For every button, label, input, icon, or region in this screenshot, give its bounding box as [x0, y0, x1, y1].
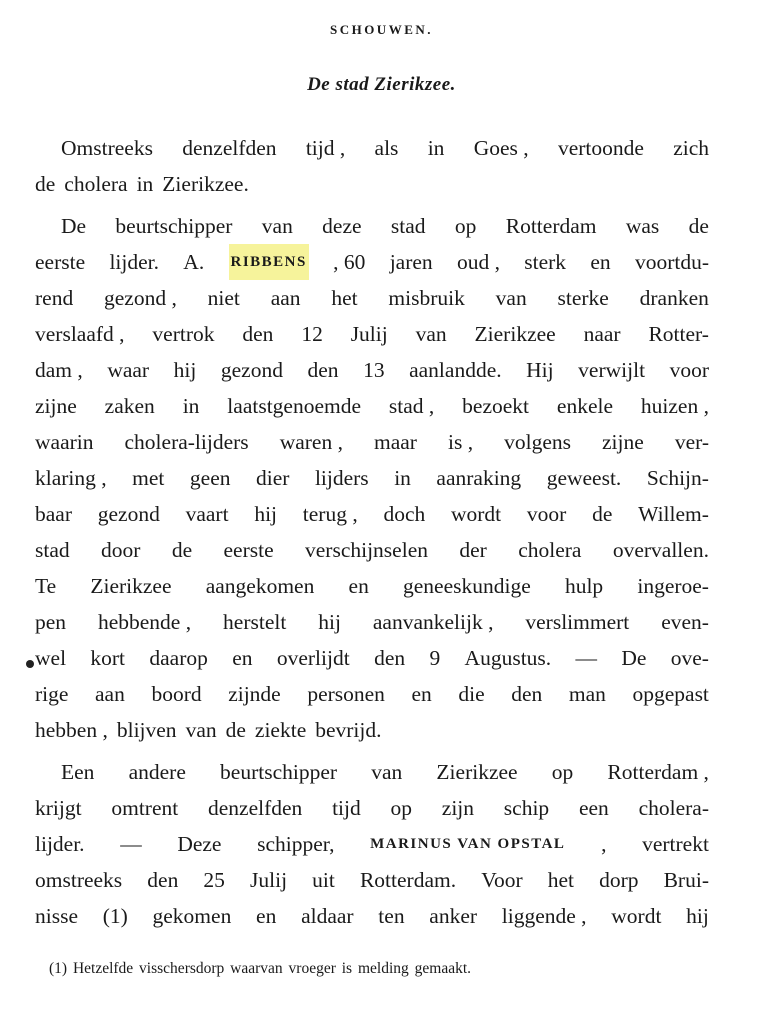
word: in	[427, 136, 445, 160]
word: omstreeks	[35, 868, 123, 892]
text-line	[35, 352, 709, 388]
word: cholera-	[638, 796, 709, 820]
word: De	[621, 646, 647, 670]
word: die	[458, 682, 485, 706]
word: krijgt	[35, 796, 82, 820]
text-line	[35, 244, 709, 280]
word: Schijn-	[646, 466, 709, 490]
word: van	[371, 760, 403, 784]
person-name: MARINUS VAN OPSTAL	[370, 836, 566, 852]
word: den	[307, 358, 339, 382]
word: Te	[35, 574, 57, 598]
word: de	[171, 538, 193, 562]
word: cholera	[518, 538, 582, 562]
word: gezond ,	[104, 286, 177, 310]
word: maar	[374, 430, 417, 454]
text-line	[35, 790, 709, 826]
word: is ,	[447, 430, 474, 454]
word: ,	[601, 832, 607, 856]
word: schipper,	[257, 832, 335, 856]
word: der	[459, 538, 487, 562]
text-line	[35, 754, 709, 790]
word: andere	[128, 760, 186, 784]
word: stad ,	[388, 394, 435, 418]
word: dorp	[599, 868, 639, 892]
word: (1)	[102, 904, 128, 928]
text-line	[35, 898, 709, 934]
word: niet	[207, 286, 240, 310]
word: gezond	[97, 502, 160, 526]
highlighted-name: RIBBENS	[229, 244, 309, 280]
word: zich	[673, 136, 709, 160]
word: als	[374, 136, 399, 160]
word: den	[511, 682, 543, 706]
text-line	[35, 208, 709, 244]
word: zaken	[104, 394, 155, 418]
word: hulp	[564, 574, 604, 598]
word: baar	[35, 502, 72, 526]
word: eerste	[223, 538, 274, 562]
word: tijd	[332, 796, 361, 820]
word: verwijlt	[578, 358, 646, 382]
word: —	[120, 832, 142, 856]
word: Zierikzee	[474, 322, 556, 346]
word: lijder.	[35, 832, 85, 856]
text-line	[35, 496, 709, 532]
word: aanraking	[436, 466, 522, 490]
word: overvallen.	[612, 538, 709, 562]
word: , 60	[333, 250, 366, 274]
word: was	[625, 214, 660, 238]
text-line	[35, 280, 709, 316]
word: aldaar	[301, 904, 354, 928]
word: A.	[183, 250, 205, 274]
text-line	[35, 826, 709, 862]
word: gezond	[220, 358, 283, 382]
word: laatstgenoemde	[227, 394, 362, 418]
word: Omstreeks	[61, 136, 153, 160]
word: verschijnselen	[305, 538, 428, 562]
word: geen	[189, 466, 231, 490]
text-line	[35, 712, 709, 748]
text-line	[35, 532, 709, 568]
word: en	[348, 574, 369, 598]
word: personen	[307, 682, 385, 706]
word: enkele	[556, 394, 614, 418]
footnote: (1) Hetzelfde visschersdorp waarvan vroeger is melding gemaakt.	[49, 960, 472, 977]
word: boord	[151, 682, 202, 706]
word: klaring ,	[35, 466, 107, 490]
word: hij	[254, 502, 278, 526]
word: cholera-lijders	[124, 430, 249, 454]
word: eerste	[35, 250, 86, 274]
word: den	[242, 322, 274, 346]
word: doch	[383, 502, 426, 526]
word: bezoekt	[462, 394, 530, 418]
word: 25	[203, 868, 225, 892]
running-head: SCHOUWEN.	[329, 22, 434, 37]
word: herstelt	[223, 610, 287, 634]
word: en	[590, 250, 611, 274]
text-line	[35, 388, 709, 424]
word: den	[147, 868, 179, 892]
word: Rotterdam ,	[607, 760, 709, 784]
word: lijders	[314, 466, 369, 490]
word: denzelfden	[182, 136, 277, 160]
word: cholera	[64, 172, 128, 196]
body-text	[35, 130, 709, 934]
word: vertoonde	[557, 136, 644, 160]
word: van	[415, 322, 447, 346]
word: Julij	[350, 322, 388, 346]
word: Rotter-	[648, 322, 709, 346]
word: dier	[256, 466, 290, 490]
word: uit	[312, 868, 335, 892]
word: pen	[35, 610, 67, 634]
text-line	[35, 316, 709, 352]
word: 13	[363, 358, 385, 382]
word: lijder.	[109, 250, 159, 274]
word: waar	[107, 358, 150, 382]
word: beurtschipper	[220, 760, 338, 784]
word: waarin	[35, 430, 94, 454]
word: aanlandde.	[409, 358, 502, 382]
word: Zierikzee	[436, 760, 518, 784]
word: ver-	[674, 430, 709, 454]
word: voor	[669, 358, 709, 382]
word: het	[331, 286, 358, 310]
word: voor	[526, 502, 567, 526]
text-line	[35, 460, 709, 496]
word: omtrent	[111, 796, 179, 820]
word: Deze	[177, 832, 222, 856]
word: aan	[95, 682, 125, 706]
word: hij	[173, 358, 197, 382]
word: man	[568, 682, 606, 706]
word: Voor	[481, 868, 523, 892]
word: door	[101, 538, 141, 562]
word: en	[256, 904, 277, 928]
text-line	[35, 862, 709, 898]
word: de	[688, 214, 709, 238]
word: Rotterdam	[505, 214, 597, 238]
word: rige	[35, 682, 69, 706]
word: de	[225, 718, 246, 742]
word: tijd ,	[305, 136, 346, 160]
word: ten	[378, 904, 405, 928]
word: Zierikzee.	[162, 172, 249, 196]
word: verslaafd ,	[35, 322, 125, 346]
word: in	[182, 394, 200, 418]
word: van	[495, 286, 527, 310]
word: wordt	[611, 904, 662, 928]
word: Zierikzee	[90, 574, 172, 598]
word: Goes ,	[473, 136, 529, 160]
word: vertrok	[152, 322, 215, 346]
word: en	[232, 646, 253, 670]
text-line	[35, 424, 709, 460]
word: hebbende ,	[97, 610, 192, 634]
word: geneeskundige	[403, 574, 531, 598]
word: liggende ,	[501, 904, 587, 928]
word: aangekomen	[205, 574, 315, 598]
word: den	[374, 646, 406, 670]
word: zijne	[602, 430, 644, 454]
word: even-	[661, 610, 709, 634]
word: Een	[61, 760, 95, 784]
word: op	[390, 796, 413, 820]
word: Brui-	[663, 868, 709, 892]
word: geweest.	[546, 466, 622, 490]
word: daarop	[149, 646, 208, 670]
word: —	[575, 646, 597, 670]
word: denzelfden	[208, 796, 303, 820]
word: blijven	[116, 718, 177, 742]
word: Augustus.	[464, 646, 552, 670]
word: zijne	[35, 394, 77, 418]
word: jaren	[389, 250, 433, 274]
word: aan	[270, 286, 301, 310]
word: misbruik	[388, 286, 465, 310]
word: zijnde	[228, 682, 281, 706]
word: ove-	[670, 646, 709, 670]
word: de	[35, 172, 56, 196]
word: deze	[322, 214, 362, 238]
word: een	[578, 796, 609, 820]
word: bevrijd.	[315, 718, 382, 742]
ink-spot-mark	[26, 660, 34, 668]
word: Willem-	[638, 502, 709, 526]
word: waren ,	[279, 430, 343, 454]
word: hij	[318, 610, 341, 634]
word: rend	[35, 286, 74, 310]
word: stad	[390, 214, 426, 238]
word: aanvankelijk ,	[372, 610, 494, 634]
word: ziekte	[254, 718, 307, 742]
word: gekomen	[152, 904, 232, 928]
word: volgens	[504, 430, 571, 454]
word: op	[454, 214, 477, 238]
word: zijn	[441, 796, 475, 820]
word: van	[261, 214, 293, 238]
word: anker	[429, 904, 478, 928]
word: verslimmert	[525, 610, 630, 634]
word: het	[547, 868, 574, 892]
word: terug ,	[302, 502, 358, 526]
word: Julij	[250, 868, 288, 892]
word: Rotterdam.	[359, 868, 457, 892]
word: sterk	[524, 250, 567, 274]
text-line	[35, 568, 709, 604]
word: Hij	[526, 358, 554, 382]
text-line	[35, 130, 709, 166]
word: 9	[429, 646, 441, 670]
word: De	[61, 214, 87, 238]
word: met	[132, 466, 165, 490]
word: van	[185, 718, 217, 742]
word: oud ,	[456, 250, 500, 274]
word: overlijdt	[276, 646, 350, 670]
text-line	[35, 640, 709, 676]
text-line	[35, 166, 709, 202]
text-line	[35, 604, 709, 640]
word: vertrekt	[642, 832, 709, 856]
word: hij	[686, 904, 709, 928]
word: naar	[583, 322, 621, 346]
word: schip	[503, 796, 550, 820]
word: wel	[35, 646, 67, 670]
word: sterke	[557, 286, 609, 310]
word: huizen ,	[640, 394, 709, 418]
word: de	[592, 502, 613, 526]
word: in	[136, 172, 154, 196]
word: vaart	[185, 502, 229, 526]
word: opgepast	[632, 682, 709, 706]
word: voortdu-	[634, 250, 709, 274]
word: nisse	[35, 904, 78, 928]
word: stad	[35, 538, 70, 562]
word: kort	[90, 646, 126, 670]
word: in	[394, 466, 411, 490]
word: dam ,	[35, 358, 83, 382]
word: dranken	[639, 286, 709, 310]
word: hebben ,	[35, 718, 108, 742]
word: beurtschipper	[115, 214, 233, 238]
word: ingeroe-	[637, 574, 709, 598]
text-line	[35, 676, 709, 712]
word: wordt	[451, 502, 502, 526]
word: 12	[301, 322, 323, 346]
section-title: De stad Zierikzee.	[307, 74, 456, 95]
word: en	[411, 682, 432, 706]
word: op	[551, 760, 574, 784]
